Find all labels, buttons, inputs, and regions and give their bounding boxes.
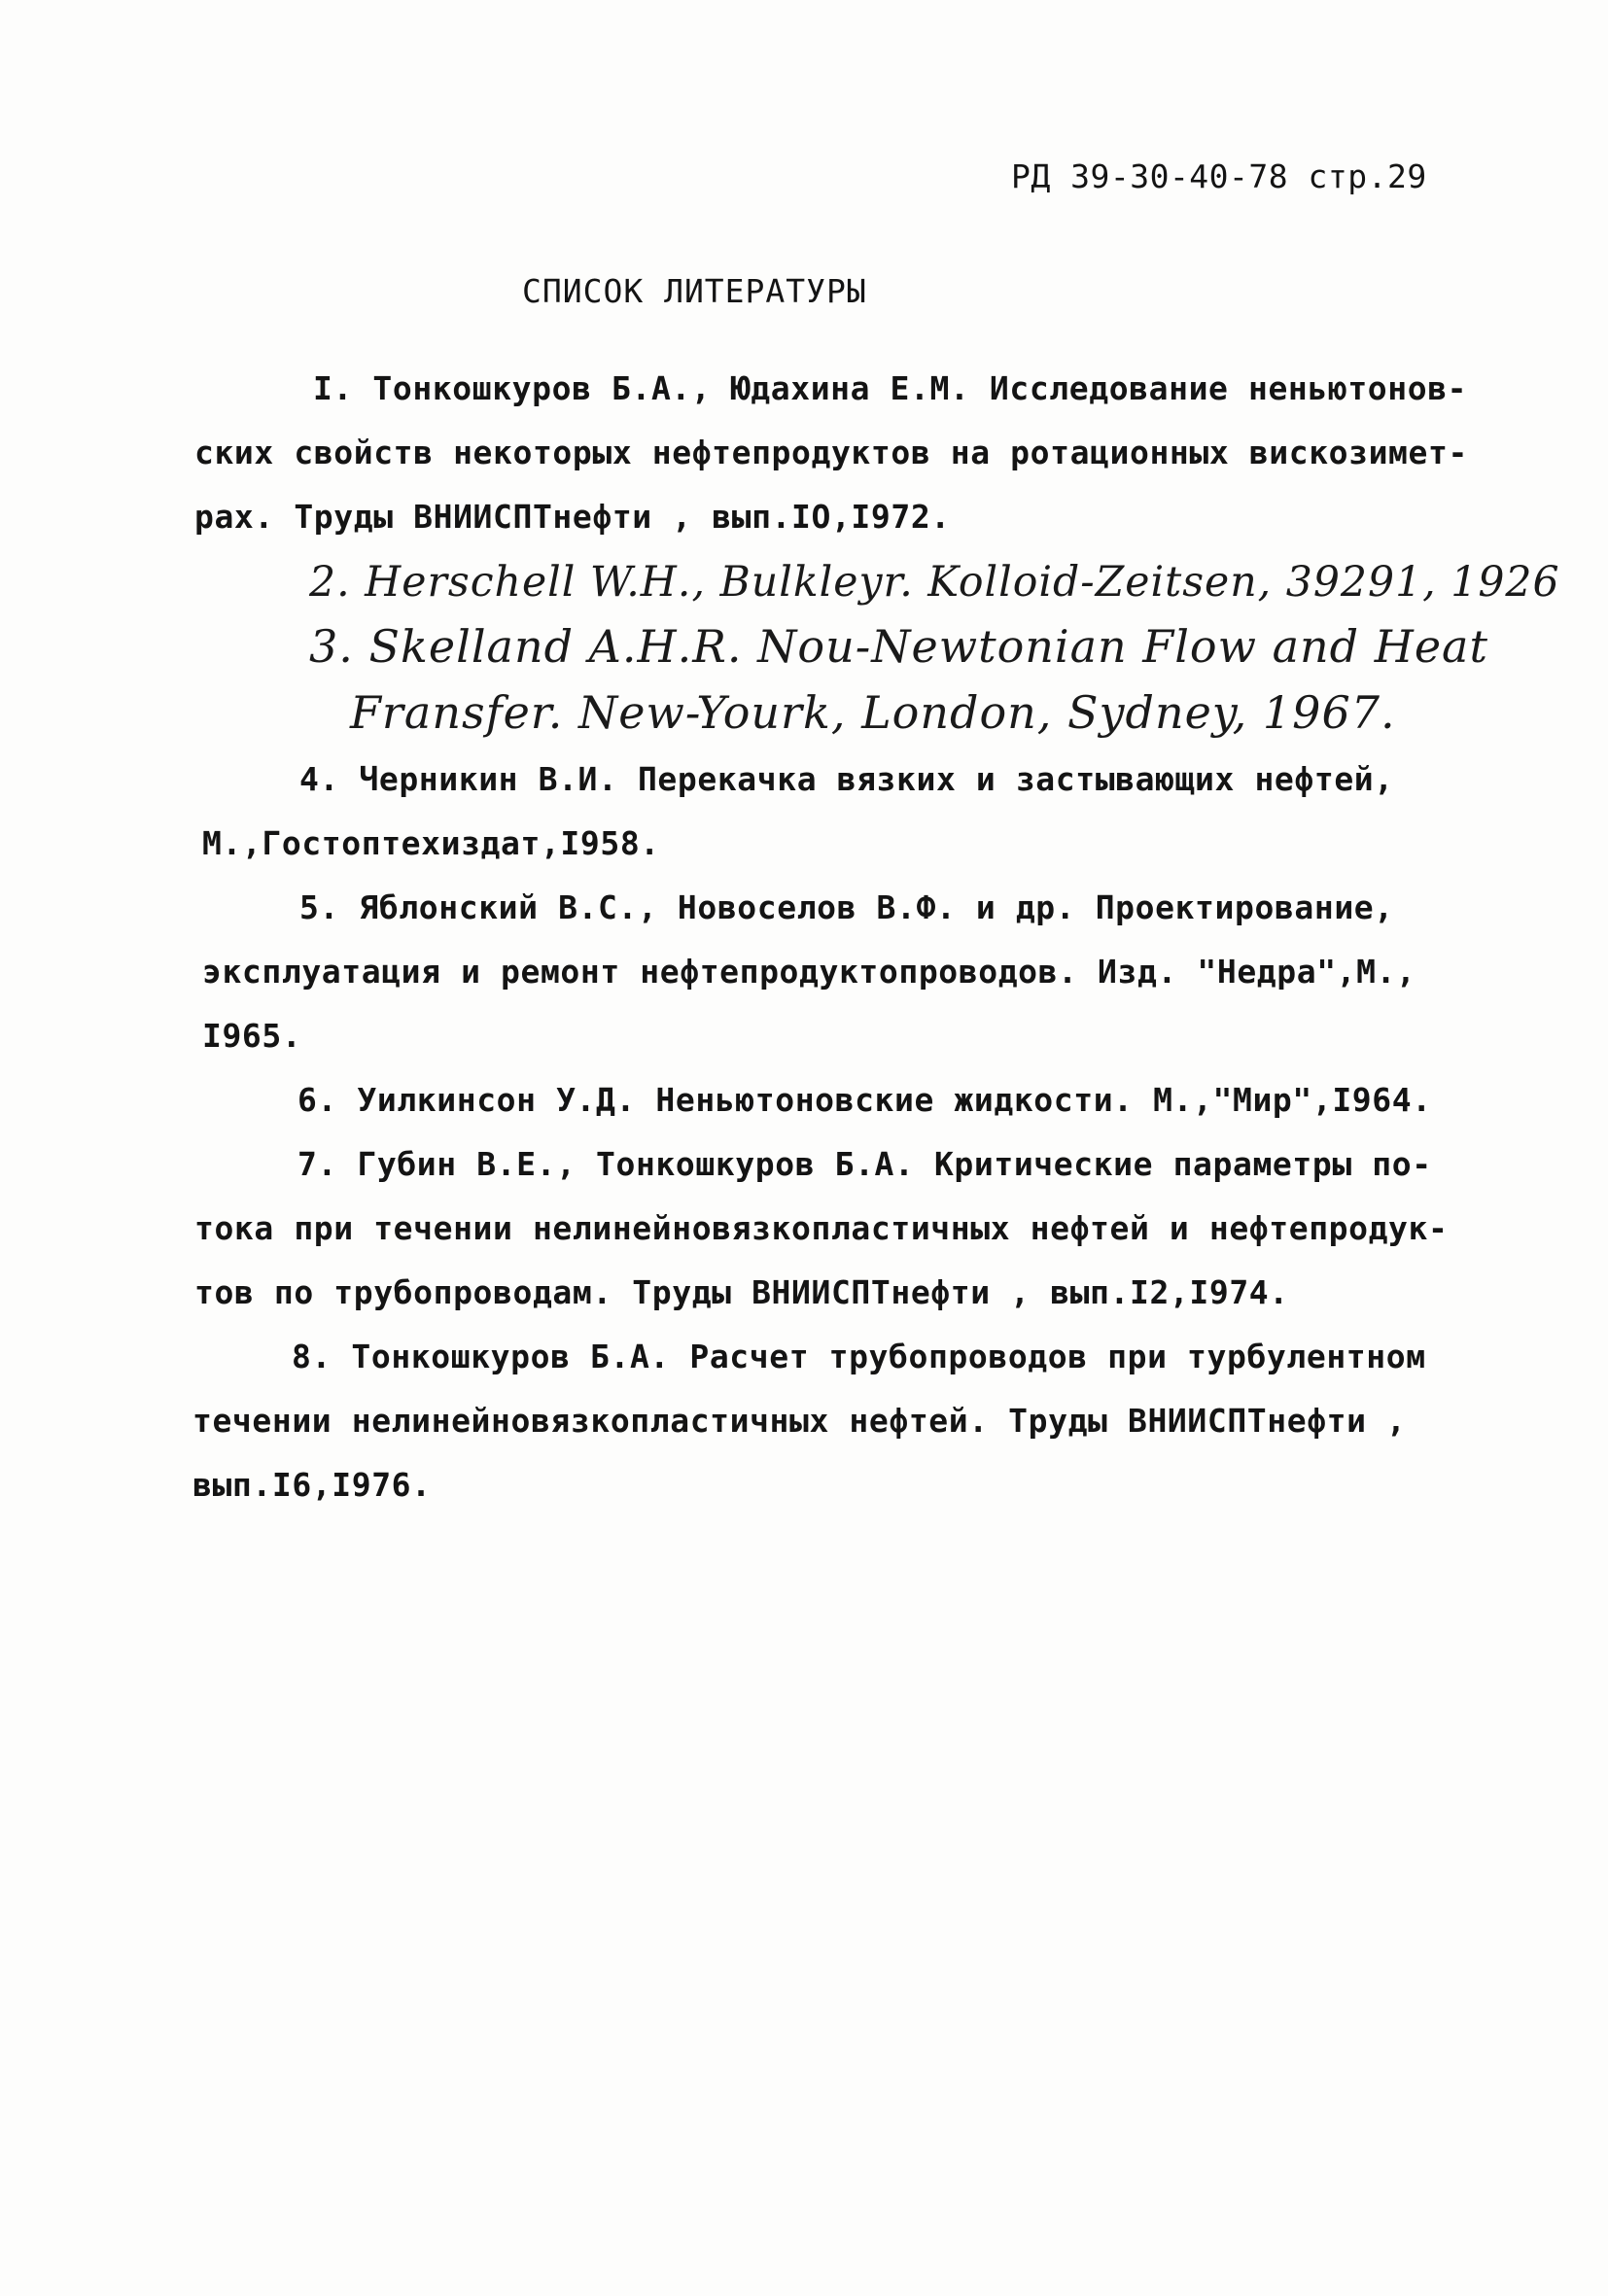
reference-3-handwritten-line-2: Fransfer. New-Yourk, London, Sydney, 1967. [350,686,1396,739]
reference-8-line-3: вып.I6,I976. [192,1466,432,1504]
reference-1-line-1: I. Тонкошкуров Б.А., Юдахина Е.М. Исследование неньютонов- [313,369,1468,407]
reference-4-line-1: 4. Черникин В.И. Перекачка вязких и застывающих нефтей, [299,760,1394,798]
reference-7-line-3: тов по трубопроводам. Труды ВНИИСПТнефти , вып.I2,I974. [194,1273,1289,1311]
reference-8-line-2: течении нелинейновязкопластичных нефтей. Труды ВНИИСПТнефти , [192,1402,1407,1440]
page-reference: РД 39-30-40-78 стр.29 [1011,157,1427,195]
reference-3-handwritten-line-1: 3. Skelland A.H.R. Nou-Newtonian Flow and Heat [309,620,1488,673]
reference-2-handwritten: 2. Herschell W.H., Bulkleyr. Kolloid-Zeitsen, 39291, 1926 [309,558,1560,607]
reference-8-line-1: 8. Тонкошкуров Б.А. Расчет трубопроводов при турбулентном [292,1338,1426,1375]
reference-5-line-2: эксплуатация и ремонт нефтепродуктопроводов. Изд. "Недра",М., [202,953,1416,991]
reference-4-line-2: М.,Гостоптехиздат,I958. [202,824,660,862]
page-title: СПИСОК ЛИТЕРАТУРЫ [522,272,867,310]
reference-1-line-3: рах. Труды ВНИИСПТнефти , вып.IO,I972. [194,498,951,536]
reference-5-line-3: I965. [202,1017,302,1055]
reference-7-line-1: 7. Губин В.Е., Тонкошкуров Б.А. Критические параметры по- [297,1145,1432,1183]
reference-6-line-1: 6. Уилкинсон У.Д. Неньютоновские жидкости. М.,"Мир",I964. [297,1081,1432,1119]
reference-7-line-2: тока при течении нелинейновязкопластичных нефтей и нефтепродук- [194,1209,1449,1247]
reference-5-line-1: 5. Яблонский В.С., Новоселов В.Ф. и др. Проектирование, [299,888,1394,926]
reference-1-line-2: ских свойств некоторых нефтепродуктов на ротационных вискозимет- [194,434,1468,471]
